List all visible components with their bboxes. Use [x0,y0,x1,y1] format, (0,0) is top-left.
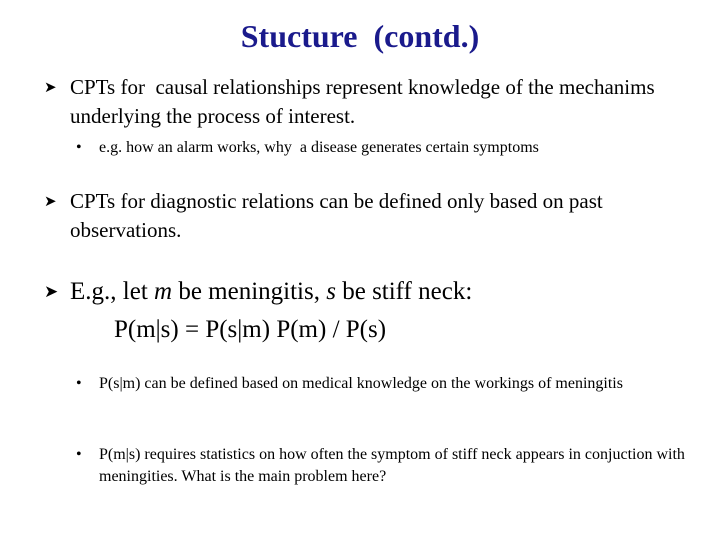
bullet-meningitis-example [44,277,694,307]
arrow-bullet-icon: ➤ [44,282,59,302]
bullet-causal-cpts [44,73,664,131]
sub-bullet-statistics [76,444,689,488]
sub-bullet-dot: • [76,139,82,156]
var-m: m [154,278,173,305]
bullet-text: CPTs for causal relationships represent knowledge of the mechanims underlying the process of interest. [70,75,660,128]
arrow-bullet-icon: ➤ [44,192,57,210]
bullet-text: E.g., let m be meningitis, s be stiff neck: [70,278,473,305]
slide-title: Stucture (contd.) [240,18,480,54]
bayes-formula: P(m|s) = P(s|m) P(m) / P(s) [114,316,387,343]
arrow-bullet-icon: ➤ [44,78,57,96]
sub-bullet-example [76,137,696,159]
sub-bullet-text: e.g. how an alarm works, why a disease generates certain symptoms [99,139,539,156]
sub-bullet-text: P(m|s) requires statistics on how often the symptom of stiff neck appears in conjuction with meningities. What is the main problem here? [99,446,689,485]
bullet-text: CPTs for diagnostic relations can be defined only based on past observations. [70,189,608,242]
var-s: s [326,278,336,305]
sub-bullet-dot: • [76,375,82,392]
sub-bullet-prior-knowledge [76,373,676,395]
sub-bullet-dot: • [76,446,82,463]
sub-bullet-text: P(s|m) can be defined based on medical knowledge on the workings of meningitis [99,375,623,392]
bullet-diagnostic-cpts [44,187,694,245]
